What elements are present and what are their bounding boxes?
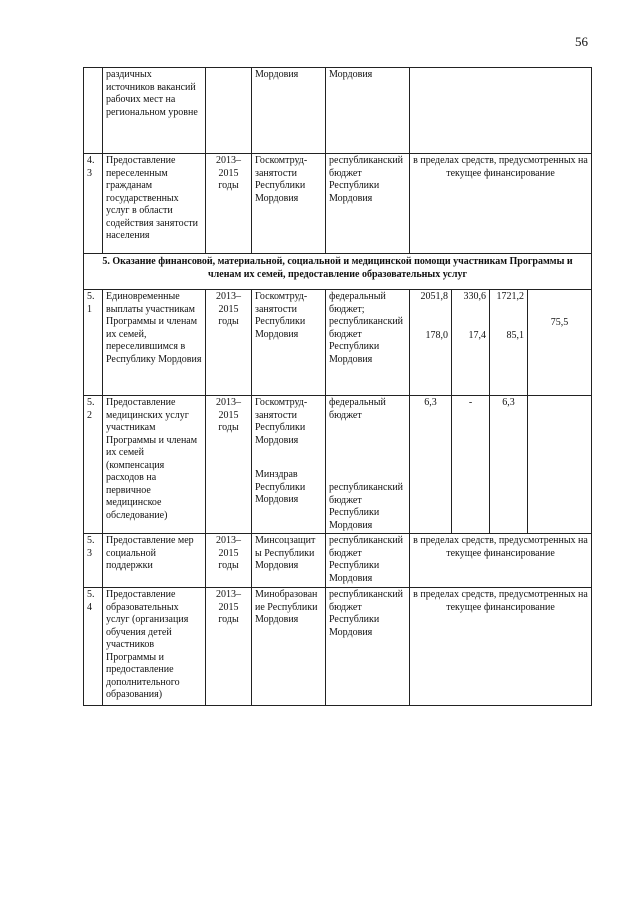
table-row [84,396,592,534]
period: 2013–2015 годы [206,290,252,396]
funding-source: республиканский бюджет Республики Мордовия [326,154,410,254]
measure-name: Предоставление образовательных услуг (организация обучения детей участников Программы и предоставление дополнительного образования) [103,588,206,706]
measure-name: Единовременные выплаты участникам Программы и членам их семей, переселившимся в Республику Мордовия [103,290,206,396]
funding-source: республиканский бюджет Республики Мордовия [326,588,410,706]
period: 2013–2015 годы [206,534,252,588]
table-row [84,588,592,706]
executor: Госкомтруд-занятости Республики Мордовия [252,290,326,396]
measure-name: Предоставление мер социальной поддержки [103,534,206,588]
page-number: 56 [575,34,588,49]
funding-source-federal: федеральный бюджет [329,397,386,421]
table-row [84,68,592,154]
executor: Госкомтруд-занятости Республики Мордовия [252,154,326,254]
period [206,68,252,154]
funding-note: в пределах средств, предусмотренных на текущее финансирование [410,588,592,706]
executor-secondary: Минздрав Республики Мордовия [255,469,306,505]
period: 2013–2015 годы [206,396,252,534]
executor: Мордовия [252,68,326,154]
funding-source-republic: республиканский бюджет Республики Мордовия [329,316,404,365]
amount-year-a [452,290,490,396]
funding-source: Мордовия [326,68,410,154]
amount-year-c [528,396,592,534]
row-number: 5.4 [84,588,103,706]
funding-source-republic: республиканский бюджет Республики Мордовия [329,482,404,531]
row-number: 5.1 [84,290,103,396]
funding-note: в пределах средств, предусмотренных на текущее финансирование [410,534,592,588]
executor-primary: Госкомтруд-занятости Республики Мордовия [255,397,308,446]
amount-year-b [490,290,528,396]
table-row [84,534,592,588]
row-number [84,68,103,154]
table-row [84,154,592,254]
funding-source [326,396,410,534]
funding-source-federal: федеральный бюджет; [329,291,386,315]
executor [252,396,326,534]
amount-total: 6,3 [410,396,452,534]
amount-a-federal: 330,6 [463,291,486,302]
amount-total-federal: 2051,8 [420,291,448,302]
measure-name: раздичных источников вакансий рабочих мест на региональном уровне [103,68,206,154]
amount-year-c [528,290,592,396]
period: 2013–2015 годы [206,154,252,254]
row-number: 5.3 [84,534,103,588]
amount-year-a: - [452,396,490,534]
amount-c-republic: 75,5 [550,317,569,328]
measure-name: Предоставление переселенным гражданам государственных услуг в области содействия занятости населения [103,154,206,254]
amount-b-republic: 85,1 [506,329,524,341]
program-table [83,67,592,706]
funding-source [326,290,410,396]
row-number: 4.3 [84,154,103,254]
row-number: 5.2 [84,396,103,534]
amount-total-republic: 178,0 [425,329,448,341]
amount-total [410,290,452,396]
section-title: 5. Оказание финансовой, материальной, социальной и медицинской помощи участникам Программы и членам их семей, предоставление образовательных услуг [84,254,592,290]
executor: Минсоцзащиты Республики Мордовия [252,534,326,588]
amount-year-b: 6,3 [490,396,528,534]
funding-note: в пределах средств, предусмотренных на текущее финансирование [410,154,592,254]
period: 2013–2015 годы [206,588,252,706]
table-row [84,290,592,396]
funding-values [410,68,592,154]
executor: Минобразование Республики Мордовия [252,588,326,706]
measure-name: Предоставление медицинских услуг участникам Программы и членам их семей (компенсация расходов на первичное медицинское обследование) [103,396,206,534]
amount-a-republic: 17,4 [468,329,486,341]
section-header-row [84,254,592,290]
amount-b-federal: 1721,2 [496,291,524,302]
funding-source: республиканский бюджет Республики Мордовия [326,534,410,588]
